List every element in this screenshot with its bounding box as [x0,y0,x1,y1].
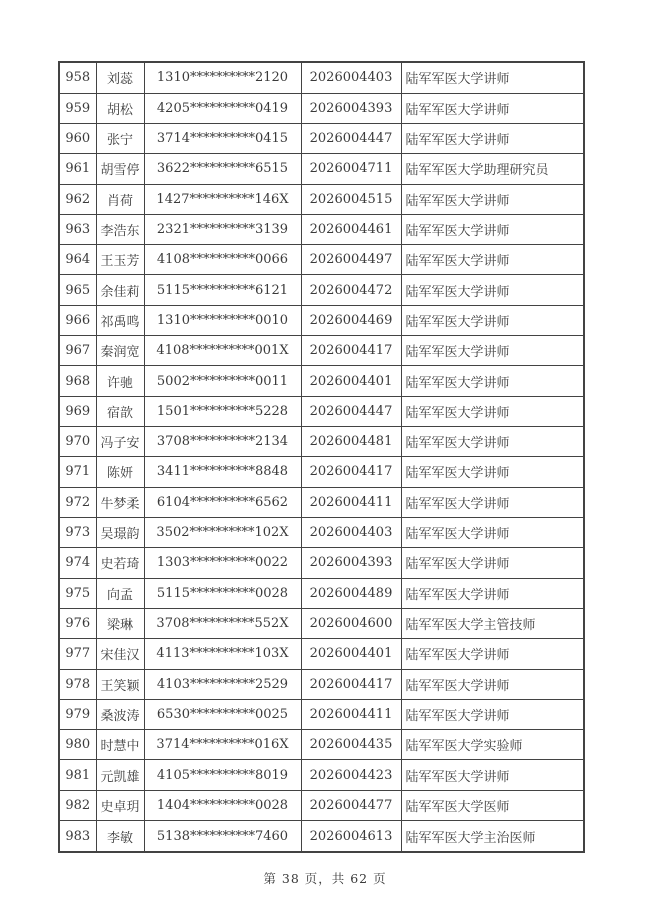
table-row [59,760,584,790]
cell-id: 3714**********0415 [144,123,301,153]
table-row [59,578,584,608]
table-row [59,487,584,517]
cell-code: 2026004461 [301,214,401,244]
table-row [59,305,584,335]
cell-id: 6104**********6562 [144,487,301,517]
cell-id: 4113**********103X [144,639,301,669]
cell-code: 2026004403 [301,517,401,547]
table-row [59,730,584,760]
cell-name: 余佳莉 [96,275,144,305]
table-row [59,396,584,426]
cell-position: 陆军军医大学讲师 [401,336,584,366]
cell-position: 陆军军医大学讲师 [401,548,584,578]
cell-name: 冯子安 [96,427,144,457]
cell-no: 964 [59,245,96,275]
cell-id: 1310**********2120 [144,62,301,93]
cell-position: 陆军军医大学讲师 [401,245,584,275]
cell-code: 2026004481 [301,427,401,457]
cell-code: 2026004401 [301,639,401,669]
cell-code: 2026004393 [301,548,401,578]
cell-name: 史若琦 [96,548,144,578]
cell-code: 2026004472 [301,275,401,305]
cell-position: 陆军军医大学讲师 [401,517,584,547]
cell-name: 史卓玥 [96,790,144,820]
cell-no: 963 [59,214,96,244]
table-row [59,669,584,699]
table-row [59,62,584,93]
cell-id: 2321**********3139 [144,214,301,244]
cell-position: 陆军军医大学讲师 [401,427,584,457]
cell-no: 958 [59,62,96,93]
cell-no: 983 [59,821,96,852]
cell-code: 2026004447 [301,396,401,426]
cell-name: 祁禹鸣 [96,305,144,335]
cell-no: 968 [59,366,96,396]
cell-id: 1310**********0010 [144,305,301,335]
cell-no: 974 [59,548,96,578]
table-row [59,93,584,123]
cell-no: 980 [59,730,96,760]
cell-name: 王玉芳 [96,245,144,275]
cell-position: 陆军军医大学主管技师 [401,608,584,638]
cell-position: 陆军军医大学医师 [401,790,584,820]
cell-code: 2026004423 [301,760,401,790]
cell-code: 2026004469 [301,305,401,335]
cell-code: 2026004497 [301,245,401,275]
cell-position: 陆军军医大学讲师 [401,487,584,517]
table-body [59,62,584,852]
cell-id: 3714**********016X [144,730,301,760]
cell-name: 宿歆 [96,396,144,426]
cell-id: 3622**********6515 [144,154,301,184]
table-row [59,821,584,852]
cell-name: 刘蕊 [96,62,144,93]
table-row [59,214,584,244]
table-row [59,123,584,153]
cell-code: 2026004477 [301,790,401,820]
cell-name: 李浩东 [96,214,144,244]
cell-code: 2026004435 [301,730,401,760]
cell-position: 陆军军医大学讲师 [401,366,584,396]
cell-no: 973 [59,517,96,547]
cell-name: 李敏 [96,821,144,852]
cell-name: 时慧中 [96,730,144,760]
cell-id: 4103**********2529 [144,669,301,699]
cell-name: 牛梦柔 [96,487,144,517]
cell-id: 4105**********8019 [144,760,301,790]
cell-id: 3411**********8848 [144,457,301,487]
cell-code: 2026004393 [301,93,401,123]
cell-id: 3708**********2134 [144,427,301,457]
cell-position: 陆军军医大学实验师 [401,730,584,760]
cell-code: 2026004417 [301,457,401,487]
cell-no: 960 [59,123,96,153]
cell-name: 许驰 [96,366,144,396]
cell-no: 965 [59,275,96,305]
cell-name: 梁琳 [96,608,144,638]
cell-no: 967 [59,336,96,366]
cell-id: 4108**********001X [144,336,301,366]
cell-position: 陆军军医大学主治医师 [401,821,584,852]
cell-id: 6530**********0025 [144,699,301,729]
table-row [59,517,584,547]
cell-no: 966 [59,305,96,335]
cell-id: 3502**********102X [144,517,301,547]
table-row [59,639,584,669]
cell-position: 陆军军医大学讲师 [401,396,584,426]
cell-no: 970 [59,427,96,457]
cell-name: 陈妍 [96,457,144,487]
cell-position: 陆军军医大学讲师 [401,62,584,93]
cell-position: 陆军军医大学讲师 [401,305,584,335]
table-row [59,245,584,275]
cell-code: 2026004613 [301,821,401,852]
cell-name: 秦润宽 [96,336,144,366]
personnel-table [58,61,585,853]
cell-no: 982 [59,790,96,820]
cell-position: 陆军军医大学讲师 [401,184,584,214]
table-row [59,699,584,729]
cell-position: 陆军军医大学讲师 [401,639,584,669]
cell-id: 1501**********5228 [144,396,301,426]
cell-id: 3708**********552X [144,608,301,638]
table-row [59,184,584,214]
cell-position: 陆军军医大学讲师 [401,669,584,699]
cell-code: 2026004401 [301,366,401,396]
cell-id: 4108**********0066 [144,245,301,275]
cell-id: 4205**********0419 [144,93,301,123]
cell-position: 陆军军医大学讲师 [401,699,584,729]
cell-no: 978 [59,669,96,699]
cell-code: 2026004403 [301,62,401,93]
table-row [59,548,584,578]
cell-id: 5138**********7460 [144,821,301,852]
cell-position: 陆军军医大学讲师 [401,123,584,153]
table-row [59,790,584,820]
table-row [59,336,584,366]
table-row [59,366,584,396]
cell-no: 969 [59,396,96,426]
page-number-footer: 第 38 页，共 62 页 [263,871,387,886]
cell-position: 陆军军医大学助理研究员 [401,154,584,184]
cell-position: 陆军军医大学讲师 [401,275,584,305]
cell-name: 向孟 [96,578,144,608]
table-row [59,457,584,487]
cell-name: 张宁 [96,123,144,153]
cell-code: 2026004417 [301,669,401,699]
cell-no: 981 [59,760,96,790]
cell-code: 2026004600 [301,608,401,638]
cell-id: 5115**********0028 [144,578,301,608]
table-row [59,608,584,638]
cell-name: 胡雪停 [96,154,144,184]
cell-name: 吴璟韵 [96,517,144,547]
cell-id: 1404**********0028 [144,790,301,820]
cell-no: 972 [59,487,96,517]
table-row [59,154,584,184]
cell-no: 979 [59,699,96,729]
cell-id: 5115**********6121 [144,275,301,305]
cell-position: 陆军军医大学讲师 [401,457,584,487]
cell-no: 962 [59,184,96,214]
cell-position: 陆军军医大学讲师 [401,214,584,244]
cell-id: 1427**********146X [144,184,301,214]
cell-id: 1303**********0022 [144,548,301,578]
cell-no: 975 [59,578,96,608]
cell-code: 2026004515 [301,184,401,214]
cell-id: 5002**********0011 [144,366,301,396]
cell-no: 959 [59,93,96,123]
cell-position: 陆军军医大学讲师 [401,760,584,790]
cell-no: 977 [59,639,96,669]
cell-name: 桑波涛 [96,699,144,729]
cell-code: 2026004411 [301,487,401,517]
cell-code: 2026004411 [301,699,401,729]
cell-code: 2026004417 [301,336,401,366]
cell-name: 宋佳汉 [96,639,144,669]
cell-code: 2026004447 [301,123,401,153]
cell-code: 2026004489 [301,578,401,608]
cell-name: 胡松 [96,93,144,123]
cell-name: 肖荷 [96,184,144,214]
table-row [59,275,584,305]
cell-position: 陆军军医大学讲师 [401,578,584,608]
cell-no: 976 [59,608,96,638]
table-row [59,427,584,457]
cell-no: 961 [59,154,96,184]
cell-code: 2026004711 [301,154,401,184]
cell-name: 元凯雄 [96,760,144,790]
cell-name: 王笑颖 [96,669,144,699]
cell-no: 971 [59,457,96,487]
cell-position: 陆军军医大学讲师 [401,93,584,123]
